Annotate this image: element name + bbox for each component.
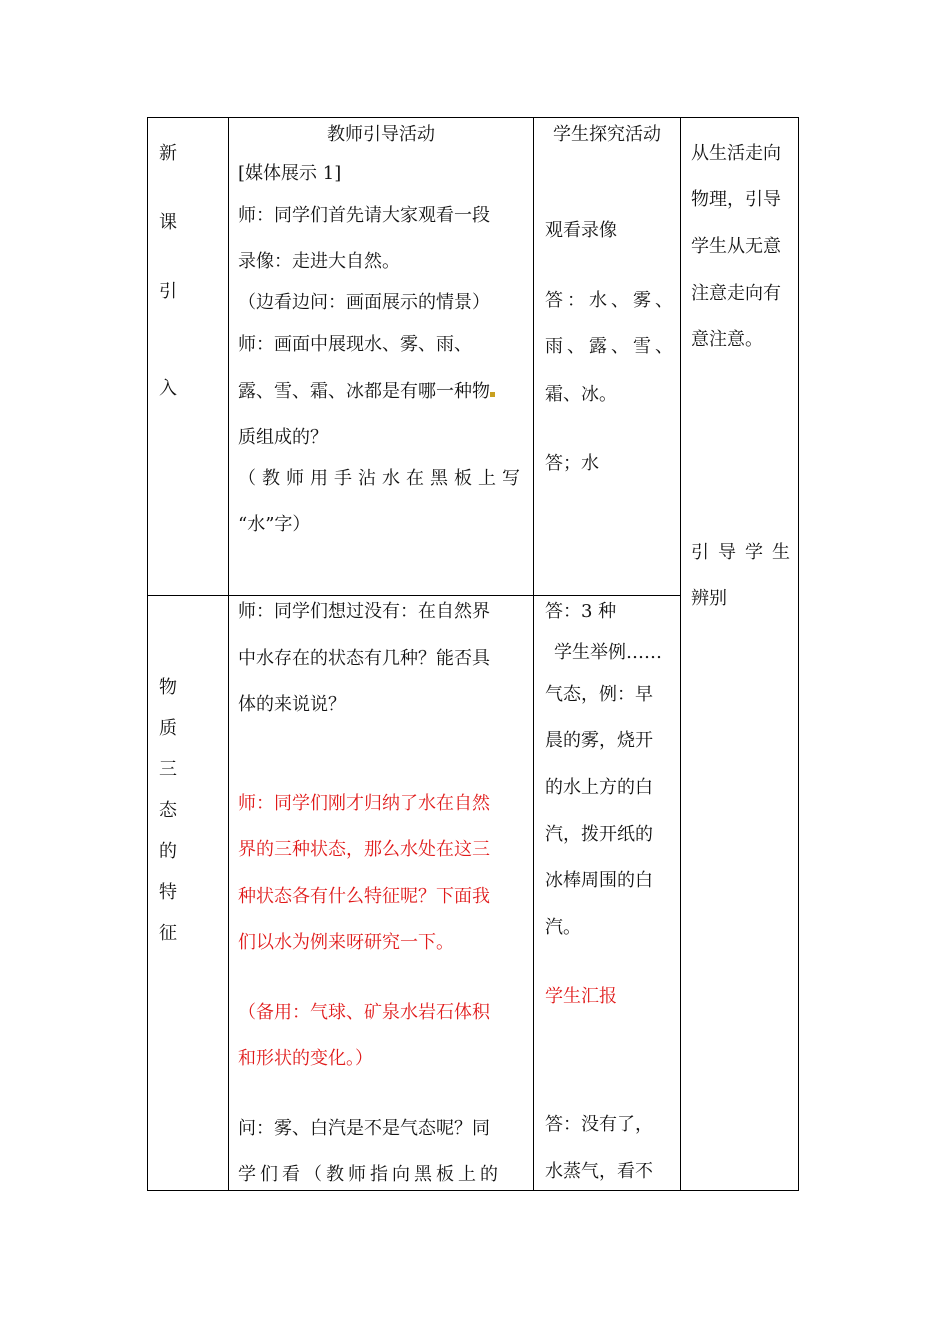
- section-label-char: 入: [159, 378, 177, 399]
- teacher-line: 质组成的？: [238, 427, 328, 448]
- student-line: 晨的雾，烧开: [545, 730, 653, 751]
- student-line: 的水上方的白: [545, 777, 653, 798]
- teacher-line: 学们看（教师指向黑板上的: [238, 1164, 502, 1185]
- section-label-char: 质: [159, 718, 177, 739]
- teacher-line-highlight: （备用：气球、矿泉水岩石体积: [238, 1002, 490, 1023]
- teacher-line: 师：同学们首先请大家观看一段: [238, 205, 490, 226]
- student-line: 水蒸气，看不: [545, 1161, 653, 1182]
- teacher-line: 问：雾、白汽是不是气态呢？同: [238, 1118, 490, 1139]
- note-line: 辨别: [691, 588, 727, 609]
- edit-marker-icon: [490, 392, 495, 397]
- student-line-highlight: 学生汇报: [545, 986, 617, 1007]
- section-label-char: 态: [159, 800, 177, 821]
- student-line: 汽。: [545, 917, 581, 938]
- section-label-char: 征: [159, 923, 177, 944]
- lesson-plan-table: [147, 117, 799, 1191]
- teacher-line: [媒体展示 1]: [238, 163, 342, 184]
- teacher-line: 师：同学们想过没有：在自然界: [238, 601, 490, 622]
- student-line: 答；水: [545, 453, 599, 474]
- column-divider: [228, 118, 229, 1190]
- student-line: 学生举例……: [554, 642, 662, 663]
- section-label-char: 新: [159, 143, 177, 164]
- note-line: 注意走向有: [691, 283, 781, 304]
- teacher-line: （教师用手沾水在黑板上写: [238, 468, 526, 489]
- teacher-line-highlight: 界的三种状态，那么水处在这三: [238, 839, 490, 860]
- section-label-char: 课: [159, 212, 177, 233]
- teacher-line-highlight: 们以水为例来呀研究一下。: [238, 932, 454, 953]
- section-label-char: 物: [159, 677, 177, 698]
- note-line: 意注意。: [691, 329, 763, 350]
- section-label-char: 引: [159, 281, 177, 302]
- teacher-line-highlight: 种状态各有什么特征呢？下面我: [238, 886, 490, 907]
- teacher-line: [238, 336, 523, 354]
- teacher-line-highlight: 和形状的变化。）: [238, 1048, 373, 1069]
- teacher-line-text: 露、雪、霜、冰都是有哪一种物: [238, 381, 490, 402]
- note-line: 引导学生: [691, 542, 799, 563]
- column-divider: [680, 118, 681, 1190]
- student-line: 汽，拨开纸的: [545, 824, 653, 845]
- student-line: 霜、冰。: [545, 384, 617, 405]
- student-line: 答：水、雾、: [545, 290, 677, 311]
- student-line: 答：3 种: [545, 601, 617, 622]
- teacher-line: 中水存在的状态有几种？能否具: [238, 648, 490, 669]
- teacher-line: 录像：走进大自然。: [238, 251, 400, 272]
- student-line: 观看录像: [545, 220, 617, 241]
- header-teacher-activity: 教师引导活动: [327, 124, 435, 145]
- student-line: 气态，例：早: [545, 684, 653, 705]
- header-student-activity: 学生探究活动: [553, 124, 661, 145]
- teacher-line: [238, 383, 495, 401]
- teacher-line: “水”字）: [238, 514, 311, 535]
- teacher-line: 体的来说说？: [238, 694, 346, 715]
- row-divider: [148, 595, 680, 596]
- note-line: 物理，引导: [691, 189, 781, 210]
- teacher-line: （边看边问：画面展示的情景）: [238, 292, 490, 313]
- note-line: 学生从无意: [691, 236, 781, 257]
- teacher-line-highlight: 师：同学们刚才归纳了水在自然: [238, 793, 490, 814]
- note-line: 从生活走向: [691, 143, 781, 164]
- section-label-char: 三: [159, 759, 177, 780]
- teacher-line-text: 师：画面中展现水、雾、雨、: [238, 334, 472, 355]
- section-label-char: 特: [159, 882, 177, 903]
- student-line: 雨、露、雪、: [545, 336, 677, 357]
- student-line: 冰棒周围的白: [545, 870, 653, 891]
- section-label-char: 的: [159, 841, 177, 862]
- student-line: 答：没有了，: [545, 1114, 653, 1135]
- column-divider: [533, 118, 534, 1190]
